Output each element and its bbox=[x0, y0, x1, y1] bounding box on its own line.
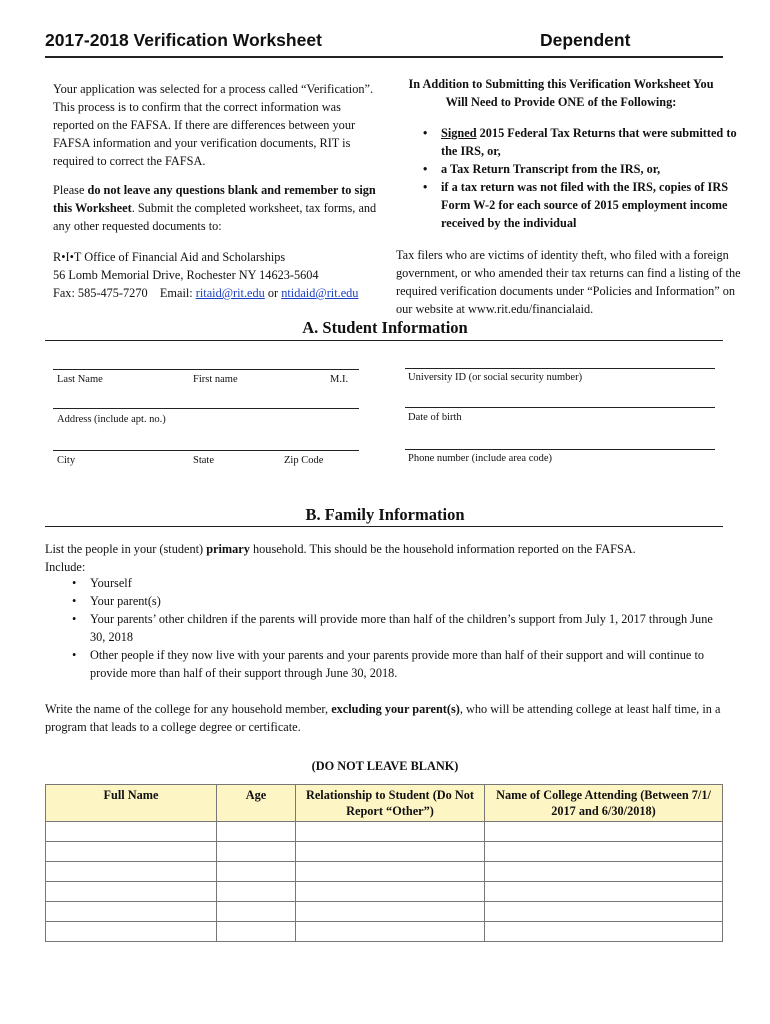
instructions-bold: do not leave any questions blank and remember to sign this Worksheet bbox=[53, 183, 376, 215]
requirement-item bbox=[423, 178, 749, 232]
city-label: City bbox=[57, 455, 76, 466]
requirement-signed: Signed bbox=[441, 126, 477, 140]
full-name-cell[interactable] bbox=[46, 822, 217, 842]
relationship-cell[interactable] bbox=[296, 842, 485, 862]
family-intro-bold: primary bbox=[206, 542, 250, 556]
table-header-row bbox=[46, 785, 723, 822]
state-label: State bbox=[193, 455, 214, 466]
college-lead: Write the name of the college for any household member, bbox=[45, 702, 332, 716]
requirement-item bbox=[423, 124, 749, 160]
table-row bbox=[46, 862, 723, 882]
family-intro-lead: List the people in your (student) bbox=[45, 542, 207, 556]
college-cell[interactable] bbox=[485, 882, 723, 902]
family-intro bbox=[45, 540, 735, 576]
bullet-icon: • bbox=[72, 612, 77, 626]
email-link-ritaid[interactable]: ritaid@rit.edu bbox=[195, 286, 265, 300]
relationship-cell[interactable] bbox=[296, 922, 485, 942]
household-item: • Your parent(s) bbox=[72, 594, 161, 608]
age-cell[interactable] bbox=[217, 882, 296, 902]
bullet-icon: • bbox=[423, 126, 428, 140]
section-b-rule bbox=[45, 526, 723, 527]
worksheet-title: 2017-2018 Verification Worksheet bbox=[45, 30, 322, 50]
table-row bbox=[46, 902, 723, 922]
relationship-cell[interactable] bbox=[296, 902, 485, 922]
dob-label: Date of birth bbox=[408, 412, 462, 423]
requirement-text: 2015 Federal Tax Returns that were submitted to the IRS, or, bbox=[441, 126, 737, 158]
college-cell[interactable] bbox=[485, 902, 723, 922]
bullet-icon: • bbox=[423, 180, 428, 194]
office-fax-email bbox=[53, 284, 393, 302]
age-cell[interactable] bbox=[217, 902, 296, 922]
bullet-icon: • bbox=[423, 162, 428, 176]
relationship-cell[interactable] bbox=[296, 862, 485, 882]
full-name-cell[interactable] bbox=[46, 922, 217, 942]
col-full-name: Full Name bbox=[46, 785, 217, 822]
bullet-icon: • bbox=[72, 648, 77, 662]
col-relationship: Relationship to Student (Do Not Report “Other”) bbox=[296, 785, 485, 822]
identity-theft-note: Tax filers who are victims of identity theft, who filed with a foreign government, or who amended their tax returns can find a listing of the required verification documents under “Policies and Information” on our website at www.rit.edu/financialaid. bbox=[396, 248, 741, 316]
household-item: • Yourself bbox=[72, 576, 132, 590]
last-name-label: Last Name bbox=[57, 374, 103, 385]
college-bold: excluding your parent(s) bbox=[331, 702, 460, 716]
table-row bbox=[46, 822, 723, 842]
instructions-lead: Please bbox=[53, 183, 88, 197]
phone-line[interactable] bbox=[405, 449, 715, 450]
mi-label: M.I. bbox=[330, 374, 349, 385]
city-state-zip-line[interactable] bbox=[53, 450, 359, 451]
address-line[interactable] bbox=[53, 408, 359, 409]
requirements-heading: In Addition to Submitting this Verification Worksheet You Will Need to Provide ONE of the Following: bbox=[408, 77, 714, 109]
do-not-leave-blank: (DO NOT LEAVE BLANK) bbox=[311, 759, 459, 773]
college-tail: , who will be attending college at least half time, in a program that leads to a college degree or certificate. bbox=[45, 702, 721, 734]
table-row bbox=[46, 842, 723, 862]
instructions-paragraph bbox=[53, 181, 383, 235]
include-label: Include: bbox=[45, 560, 86, 574]
section-b-title: B. Family Information bbox=[305, 505, 465, 524]
zip-label: Zip Code bbox=[284, 455, 324, 466]
household-table bbox=[45, 784, 723, 942]
requirement-text: if a tax return was not filed with the IRS, copies of IRS Form W-2 for each source of 2015 employment income received by the individual bbox=[441, 180, 729, 230]
age-cell[interactable] bbox=[217, 922, 296, 942]
family-intro-tail: household. This should be the household information reported on the FAFSA. bbox=[249, 542, 636, 556]
bullet-icon: • bbox=[72, 576, 77, 590]
fax-text: Fax: 585-475-7270 Email: bbox=[53, 286, 196, 300]
dob-line[interactable] bbox=[405, 407, 715, 408]
requirement-text: a Tax Return Transcript from the IRS, or, bbox=[441, 162, 661, 176]
intro-paragraph: Your application was selected for a process called “Verification”. This process is to confirm that the correct information was reported on the FAFSA. If there are differences between your FAFSA information and your verification documents, RIT is required to correct the FAFSA. bbox=[53, 82, 374, 168]
relationship-cell[interactable] bbox=[296, 822, 485, 842]
college-cell[interactable] bbox=[485, 862, 723, 882]
table-row bbox=[46, 922, 723, 942]
col-age: Age bbox=[217, 785, 296, 822]
email-link-ntidaid[interactable]: ntidaid@rit.edu bbox=[281, 286, 359, 300]
household-list bbox=[72, 574, 730, 682]
section-a-rule bbox=[45, 340, 723, 341]
worksheet-category: Dependent bbox=[540, 30, 631, 50]
relationship-cell[interactable] bbox=[296, 882, 485, 902]
requirement-item bbox=[423, 160, 749, 178]
household-item: • Your parents’ other children if the parents will provide more than half of the children’s support from July 1, 2017 through June 30, 2018 bbox=[72, 612, 713, 644]
college-instructions bbox=[45, 700, 725, 736]
or-text: or bbox=[264, 286, 282, 300]
age-cell[interactable] bbox=[217, 842, 296, 862]
header-rule bbox=[45, 56, 723, 58]
table-row bbox=[46, 882, 723, 902]
col-college: Name of College Attending (Between 7/1/ 2017 and 6/30/2018) bbox=[485, 785, 723, 822]
instructions-tail: . Submit the completed worksheet, tax forms, and any other requested documents to: bbox=[53, 201, 377, 233]
full-name-cell[interactable] bbox=[46, 902, 217, 922]
name-line[interactable] bbox=[53, 369, 359, 370]
address-label: Address (include apt. no.) bbox=[57, 414, 166, 425]
office-contact bbox=[53, 248, 393, 302]
requirements-list bbox=[423, 124, 749, 232]
college-cell[interactable] bbox=[485, 842, 723, 862]
phone-label: Phone number (include area code) bbox=[408, 453, 553, 464]
full-name-cell[interactable] bbox=[46, 862, 217, 882]
household-item: • Other people if they now live with your parents and your parents provide more than half of their support and will continue to provide more than half of their support through June 30, 2018. bbox=[72, 648, 705, 680]
university-id-label: University ID (or social security number) bbox=[408, 372, 583, 383]
first-name-label: First name bbox=[193, 374, 238, 385]
university-id-line[interactable] bbox=[405, 368, 715, 369]
bullet-icon: • bbox=[72, 594, 77, 608]
full-name-cell[interactable] bbox=[46, 882, 217, 902]
full-name-cell[interactable] bbox=[46, 842, 217, 862]
age-cell[interactable] bbox=[217, 822, 296, 842]
office-name: R•I•T Office of Financial Aid and Scholarships bbox=[53, 250, 286, 264]
college-cell[interactable] bbox=[485, 922, 723, 942]
college-cell[interactable] bbox=[485, 822, 723, 842]
office-address: 56 Lomb Memorial Drive, Rochester NY 14623-5604 bbox=[53, 268, 319, 282]
section-a-title: A. Student Information bbox=[302, 318, 468, 337]
age-cell[interactable] bbox=[217, 862, 296, 882]
